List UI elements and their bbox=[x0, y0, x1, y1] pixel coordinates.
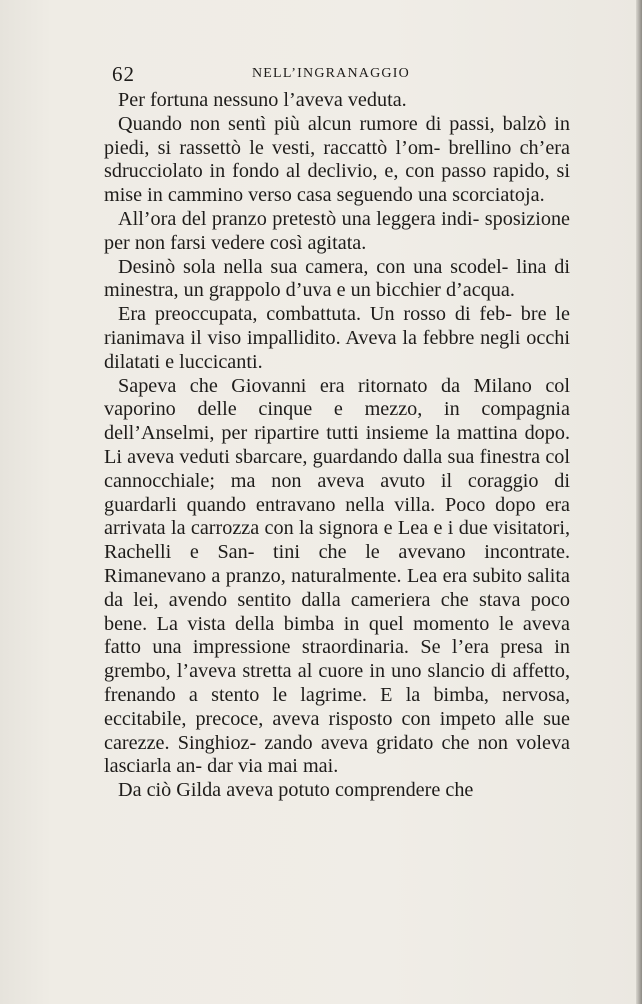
paragraph: Per fortuna nessuno l’aveva veduta. bbox=[118, 89, 407, 111]
page-edge-shadow bbox=[636, 0, 642, 1004]
page-header bbox=[112, 62, 574, 88]
paragraph: Desinò sola nella sua camera, con una scodel- lina di minestra, un grappolo d’uva e un bicchier d’acqua. bbox=[104, 255, 570, 302]
paragraph: Quando non sentì più alcun rumore di passi, balzò in piedi, si rassettò le vesti, raccattò l’om- brellino ch’era sdrucciolato in fondo al declivio, e, con passo rapido, si mise in cammino verso casa seguendo una scorciatoja. bbox=[104, 112, 570, 207]
running-title: NELL’INGRANAGGIO bbox=[252, 66, 410, 81]
paragraph: Da ciò Gilda aveva potuto comprendere che bbox=[118, 779, 474, 802]
paragraph: Sapeva che Giovanni era ritornato da Milano col vaporino delle cinque e mezzo, in compagnia dell’Anselmi, per ripartire tutti insieme la mattina dopo. Li aveva veduti sbarcare, guardando dalla sua finestra col cannocchiale; ma non aveva avuto il coraggio di guardarli quando entravano nella villa. Poco dopo era arrivata la carrozza con la signora e Lea e i due visitatori, Rachelli e San- tini che le avevano incontrate. Rimanevano a pranzo, naturalmente. Lea era subito salita da lei, avendo sentito dalla cameriera che stava poco bene. La vista della bimba in quel momento le aveva fatto una impressione straordinaria. Se l’era presa in grembo, l’aveva stretta al cuore in uno slancio di affetto, frenando a stento le lagrime. E la bimba, nervosa, eccitabile, precoce, aveva risposto con impeto alle sue carezze. Singhioz- zando aveva gridato che non voleva lasciarla an- dar via mai mai. bbox=[104, 374, 570, 778]
paragraph: Era preoccupata, combattuta. Un rosso di feb- bre le rianimava il viso impallidito. Aveva la febbre negli occhi dilatati e luccicanti. bbox=[104, 303, 570, 373]
paragraph: All’ora del pranzo pretestò una leggera indi- sposizione per non farsi vedere così agitata. bbox=[104, 207, 570, 254]
body-text bbox=[104, 89, 570, 803]
page-number: 62 bbox=[112, 62, 135, 86]
